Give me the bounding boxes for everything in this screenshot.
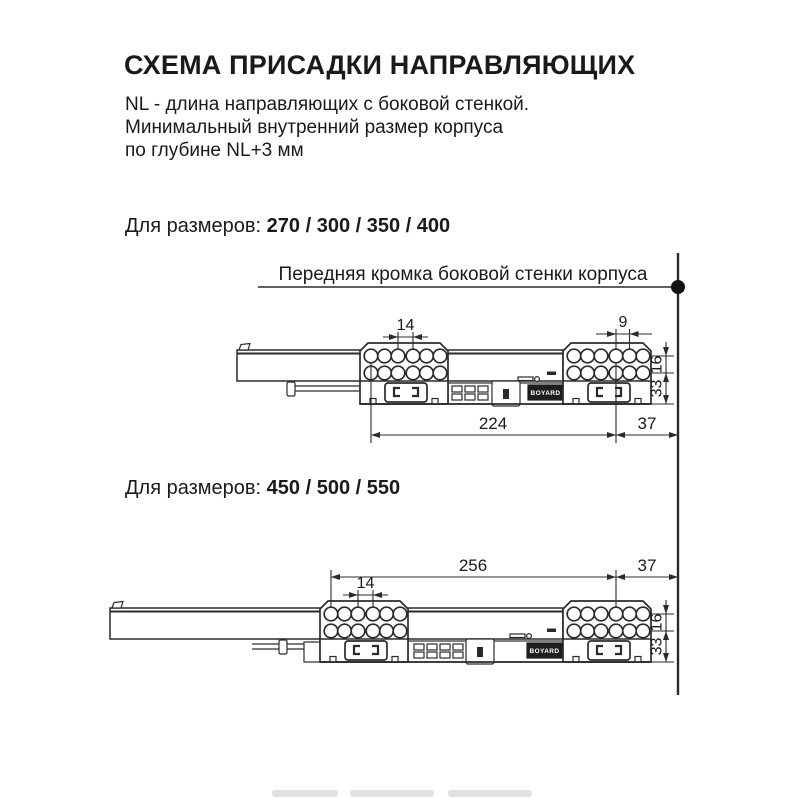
- cutoff-text-artifact: [448, 790, 532, 797]
- svg-text:14: 14: [356, 575, 375, 592]
- clip-plate: [588, 383, 630, 402]
- cutoff-text-artifact: [350, 790, 434, 797]
- svg-text:BOYARD: BOYARD: [529, 648, 560, 655]
- dimension-16-33: [649, 600, 675, 662]
- rail-end-tab: [112, 602, 123, 609]
- rail-end-tab: [239, 344, 250, 351]
- cutoff-text-artifact: [272, 790, 338, 797]
- dimension-256-37: [331, 556, 678, 607]
- svg-text:16: 16: [648, 613, 666, 632]
- svg-text:33: 33: [648, 637, 666, 656]
- sizes-heading-prefix: Для размеров:: [125, 477, 267, 499]
- svg-text:37: 37: [637, 414, 657, 433]
- mounting-bracket-left: [360, 343, 448, 404]
- drawer-slide-diagram-1: [237, 314, 678, 443]
- mounting-bracket-right: [563, 601, 651, 662]
- drawer-slide-diagram-2: [110, 556, 678, 664]
- clip-plate: [385, 383, 427, 402]
- marker-dash: [547, 372, 556, 376]
- clip-plate: [588, 641, 630, 660]
- adjust-lever: [518, 377, 533, 381]
- svg-text:33: 33: [648, 379, 666, 398]
- boyard-logo: [527, 643, 562, 658]
- adjust-lever: [510, 634, 525, 638]
- svg-text:256: 256: [458, 556, 488, 575]
- svg-text:224: 224: [478, 414, 508, 433]
- clip-plate: [345, 641, 387, 660]
- mounting-bracket-left: [320, 601, 408, 662]
- front-edge-label: Передняя кромка боковой стенки корпуса: [278, 264, 648, 285]
- svg-text:37: 37: [637, 556, 657, 575]
- marker-dash: [547, 629, 556, 633]
- description-line: Минимальный внутренний размер корпуса: [125, 117, 504, 138]
- sizes-heading-values: 450 / 500 / 550: [266, 477, 401, 499]
- page-title: СХЕМА ПРИСАДКИ НАПРАВЛЯЮЩИХ: [124, 50, 636, 80]
- description-line: NL - длина направляющих с боковой стенкой.: [125, 94, 530, 115]
- rail-step-block: [304, 642, 320, 662]
- svg-text:16: 16: [648, 355, 666, 374]
- mounting-bracket-right: [563, 343, 651, 404]
- svg-text:14: 14: [396, 317, 415, 334]
- sizes-heading-values: 270 / 300 / 350 / 400: [266, 215, 451, 237]
- rail-hook: [287, 382, 295, 396]
- boyard-logo: [528, 385, 563, 400]
- rail-hook: [279, 640, 287, 654]
- svg-text:BOYARD: BOYARD: [530, 390, 561, 397]
- description-line: по глубине NL+3 мм: [125, 140, 304, 161]
- sizes-heading-prefix: Для размеров:: [125, 215, 267, 237]
- dimension-16-33: [649, 342, 675, 404]
- latch-slot: [477, 647, 483, 657]
- svg-text:9: 9: [618, 314, 628, 331]
- front-edge-dot: [671, 280, 685, 294]
- latch-slot: [503, 389, 509, 399]
